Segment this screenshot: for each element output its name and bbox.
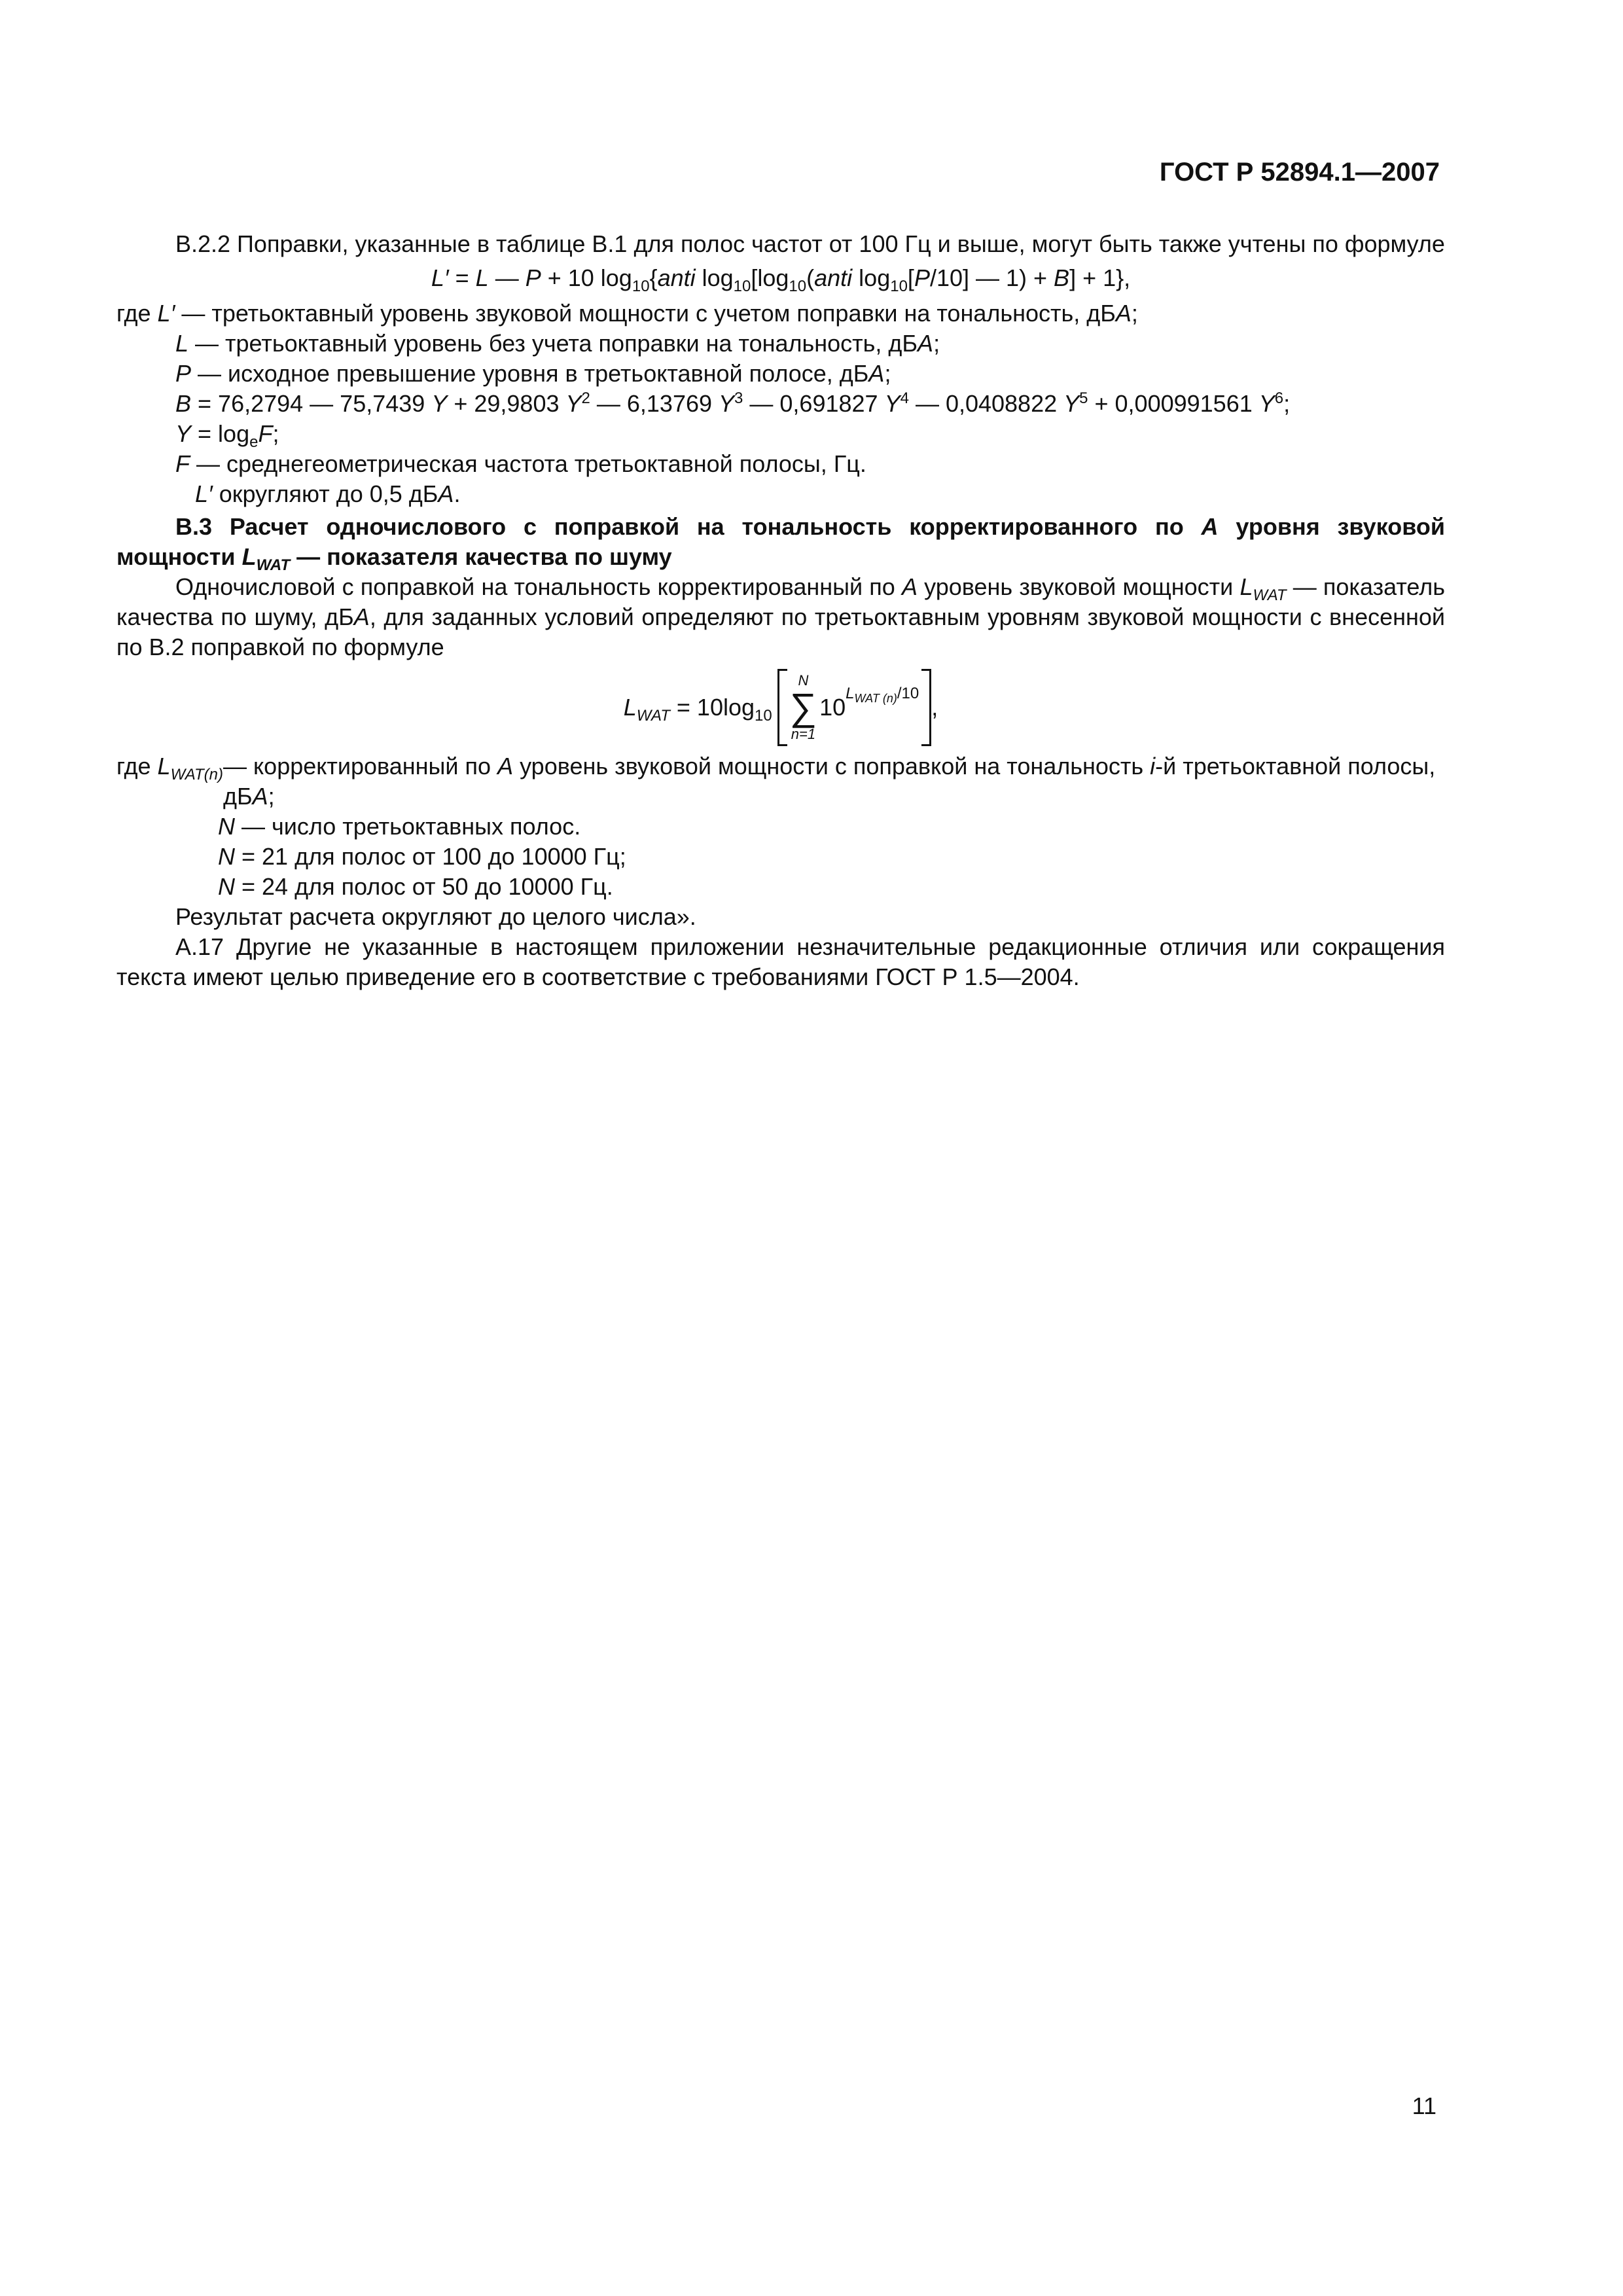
where-text: — число третьоктавных полос. xyxy=(235,813,581,840)
where-line xyxy=(116,842,1445,872)
formula-part: — xyxy=(488,264,526,291)
where-unit: A xyxy=(918,330,934,357)
where-text: . xyxy=(454,480,461,507)
subscript: e xyxy=(249,433,259,452)
formula-part: WAT (n) xyxy=(854,691,897,705)
where-text: — 0,691827 xyxy=(743,390,885,417)
where-symbol: A xyxy=(497,753,514,780)
where-text: — корректированный по xyxy=(223,753,498,780)
heading-symbol: A xyxy=(1201,513,1219,540)
formula-part: L xyxy=(846,684,855,702)
where-text: = 24 для полос от 50 до 10000 Гц. xyxy=(235,873,613,900)
where-text: + 29,9803 xyxy=(447,390,566,417)
formula-part: { xyxy=(649,264,658,291)
formula-part: 10 xyxy=(789,278,807,296)
exponent: 6 xyxy=(1274,389,1284,407)
where-symbol: Y xyxy=(565,390,582,417)
para-symbol: A xyxy=(901,573,918,600)
formula-lwat xyxy=(116,669,1445,746)
formula-part: WAT xyxy=(636,707,670,725)
where-key xyxy=(116,751,223,812)
where-line xyxy=(116,329,1445,359)
heading-text: уровня звуковой мощности xyxy=(116,513,1445,570)
where-text: — 0,0408822 xyxy=(908,390,1064,417)
where-symbol: N xyxy=(218,843,235,870)
subscript: WAT(n) xyxy=(170,766,224,784)
where-symbol: Y xyxy=(431,390,448,417)
where-text: уровень звуковой мощности с поправкой на тональность xyxy=(513,753,1150,780)
where-symbol: Y xyxy=(175,420,192,447)
where-symbol: F xyxy=(175,450,190,477)
where-text: ; xyxy=(268,783,275,810)
subscript: WAT xyxy=(256,556,291,575)
para-symbol: A xyxy=(353,603,370,630)
formula-part: = 10log xyxy=(669,694,755,721)
where-text: — третьоктавный уровень звуковой мощности с учетом поправки на тональность, дБ xyxy=(175,300,1116,327)
where-text: округляют до 0,5 дБ xyxy=(212,480,438,507)
formula-part: = xyxy=(448,264,476,291)
exponent: 3 xyxy=(734,389,743,407)
formula-bracket xyxy=(777,669,931,746)
para-text: — показатель качества по шуму, дБ xyxy=(116,573,1445,630)
where-symbol: L xyxy=(175,330,189,357)
where-line xyxy=(116,479,1445,509)
section-heading-b3 xyxy=(116,512,1445,575)
where-symbol: L′ xyxy=(157,300,175,327)
where-unit: A xyxy=(438,480,454,507)
heading-symbol: L xyxy=(241,543,257,570)
page-content xyxy=(116,229,1445,992)
formula-part: [ xyxy=(907,264,914,291)
where-text: + 0,000991561 xyxy=(1088,390,1259,417)
where-line xyxy=(116,872,1445,902)
formula-part: 10 xyxy=(733,278,751,296)
formula-part: log xyxy=(852,264,891,291)
formula-part: P xyxy=(914,264,930,291)
paragraph-b3 xyxy=(116,572,1445,662)
page-number: 11 xyxy=(1412,2092,1436,2119)
formula-part: 10 xyxy=(890,278,908,296)
formula-lhs xyxy=(624,692,772,723)
where-text: ; xyxy=(1283,390,1291,417)
where-line-b xyxy=(116,389,1445,419)
where-line xyxy=(116,419,1445,452)
where-value xyxy=(223,751,1445,812)
where-text: ; xyxy=(272,420,279,447)
where-symbol: F xyxy=(258,420,273,447)
exponent: 5 xyxy=(1079,389,1088,407)
formula-part: ( xyxy=(806,264,815,291)
where-line xyxy=(116,812,1445,842)
result-line: Результат расчета округляют до целого числа». xyxy=(175,903,696,930)
where-prefix: где xyxy=(116,300,158,327)
formula-part: /10 xyxy=(897,684,919,702)
where-line xyxy=(116,298,1445,329)
paragraph-a17: А.17 Другие не указанные в настоящем приложении незначительные редакционные отличия или сокращения текста имеют целью приведение его в соответствие с требованиями ГОСТ Р 1.5—2004. xyxy=(116,933,1445,990)
formula-part: L′ xyxy=(431,264,449,291)
para-symbol: L xyxy=(1240,573,1253,600)
where-symbol: Y xyxy=(884,390,901,417)
where-line xyxy=(116,449,1445,479)
where-symbol: Y xyxy=(1063,390,1080,417)
where-text: ; xyxy=(1131,300,1138,327)
summation xyxy=(790,673,817,742)
formula-part: L xyxy=(623,694,637,721)
formula-l-prime xyxy=(116,263,1445,296)
where-unit: A xyxy=(1115,300,1132,327)
formula-part: P xyxy=(525,264,541,291)
where-text: ; xyxy=(933,330,940,357)
where-symbol: Y xyxy=(1258,390,1275,417)
where-text: = 21 для полос от 100 до 10000 Гц; xyxy=(235,843,626,870)
where-symbol: B xyxy=(175,390,192,417)
where-text: ; xyxy=(884,360,891,387)
exponent: 2 xyxy=(581,389,590,407)
para-text: Одночисловой с поправкой на тональность корректированный по xyxy=(175,573,902,600)
exponent: 4 xyxy=(900,389,909,407)
heading-text: В.3 Расчет одночислового с поправкой на тональность корректированного по xyxy=(175,513,1202,540)
formula-part: anti xyxy=(814,264,853,291)
paragraph-b22: В.2.2 Поправки, указанные в таблице В.1 для полос частот от 100 Гц и выше, могут быть также учтены по формуле xyxy=(175,230,1445,257)
where-symbol: N xyxy=(218,813,235,840)
formula-part: log xyxy=(695,264,734,291)
formula-exponent xyxy=(846,679,919,713)
formula-part: L xyxy=(475,264,489,291)
where-symbol: i xyxy=(1150,753,1156,780)
where-text: — исходное превышение уровня в третьоктавной полосе, дБ xyxy=(191,360,869,387)
formula-part: [log xyxy=(751,264,789,291)
formula-part: 10 xyxy=(755,707,772,725)
heading-text: — показателя качества по шуму xyxy=(290,543,672,570)
para-text: , для заданных условий определяют по третьоктавным уровням звуковой мощности с внесенной по В.2 поправкой по формуле xyxy=(116,603,1445,660)
where-symbol: N xyxy=(218,873,235,900)
where-text: -й третьоктавной полосы, дБ xyxy=(223,753,1436,810)
formula-base: 10 xyxy=(819,694,846,721)
sum-upper-limit: N xyxy=(798,672,809,689)
para-text: уровень звуковой мощности xyxy=(917,573,1240,600)
where-symbol: L xyxy=(157,753,171,780)
where-symbol: A xyxy=(252,783,268,810)
formula-part: anti xyxy=(657,264,696,291)
sum-sign: ∑ xyxy=(789,686,817,728)
where-symbol: P xyxy=(175,360,192,387)
formula-part: /10] — 1) + xyxy=(929,264,1054,291)
sum-lower-limit: n=1 xyxy=(791,726,816,742)
formula-part: ] + 1}, xyxy=(1069,264,1131,291)
subscript: WAT xyxy=(1253,586,1287,605)
where-prefix: где xyxy=(116,753,158,780)
where-text: — 6,13769 xyxy=(590,390,719,417)
where-text: = 76,2794 — 75,7439 xyxy=(191,390,432,417)
formula-part: + 10 log xyxy=(541,264,632,291)
where-symbol: Y xyxy=(719,390,735,417)
where-line xyxy=(116,751,1445,812)
formula-part: B xyxy=(1054,264,1070,291)
where-text: = log xyxy=(191,420,250,447)
where-symbol: L′ xyxy=(195,480,213,507)
formula-part: , xyxy=(931,694,938,721)
where-text: — третьоктавный уровень без учета поправки на тональность, дБ xyxy=(188,330,918,357)
where-text: — среднегеометрическая частота третьоктавной полосы, Гц. xyxy=(190,450,866,477)
where-line xyxy=(116,359,1445,389)
formula-part: 10 xyxy=(632,278,650,296)
document-header: ГОСТ Р 52894.1—2007 xyxy=(1159,158,1440,187)
where-unit: A xyxy=(868,360,885,387)
